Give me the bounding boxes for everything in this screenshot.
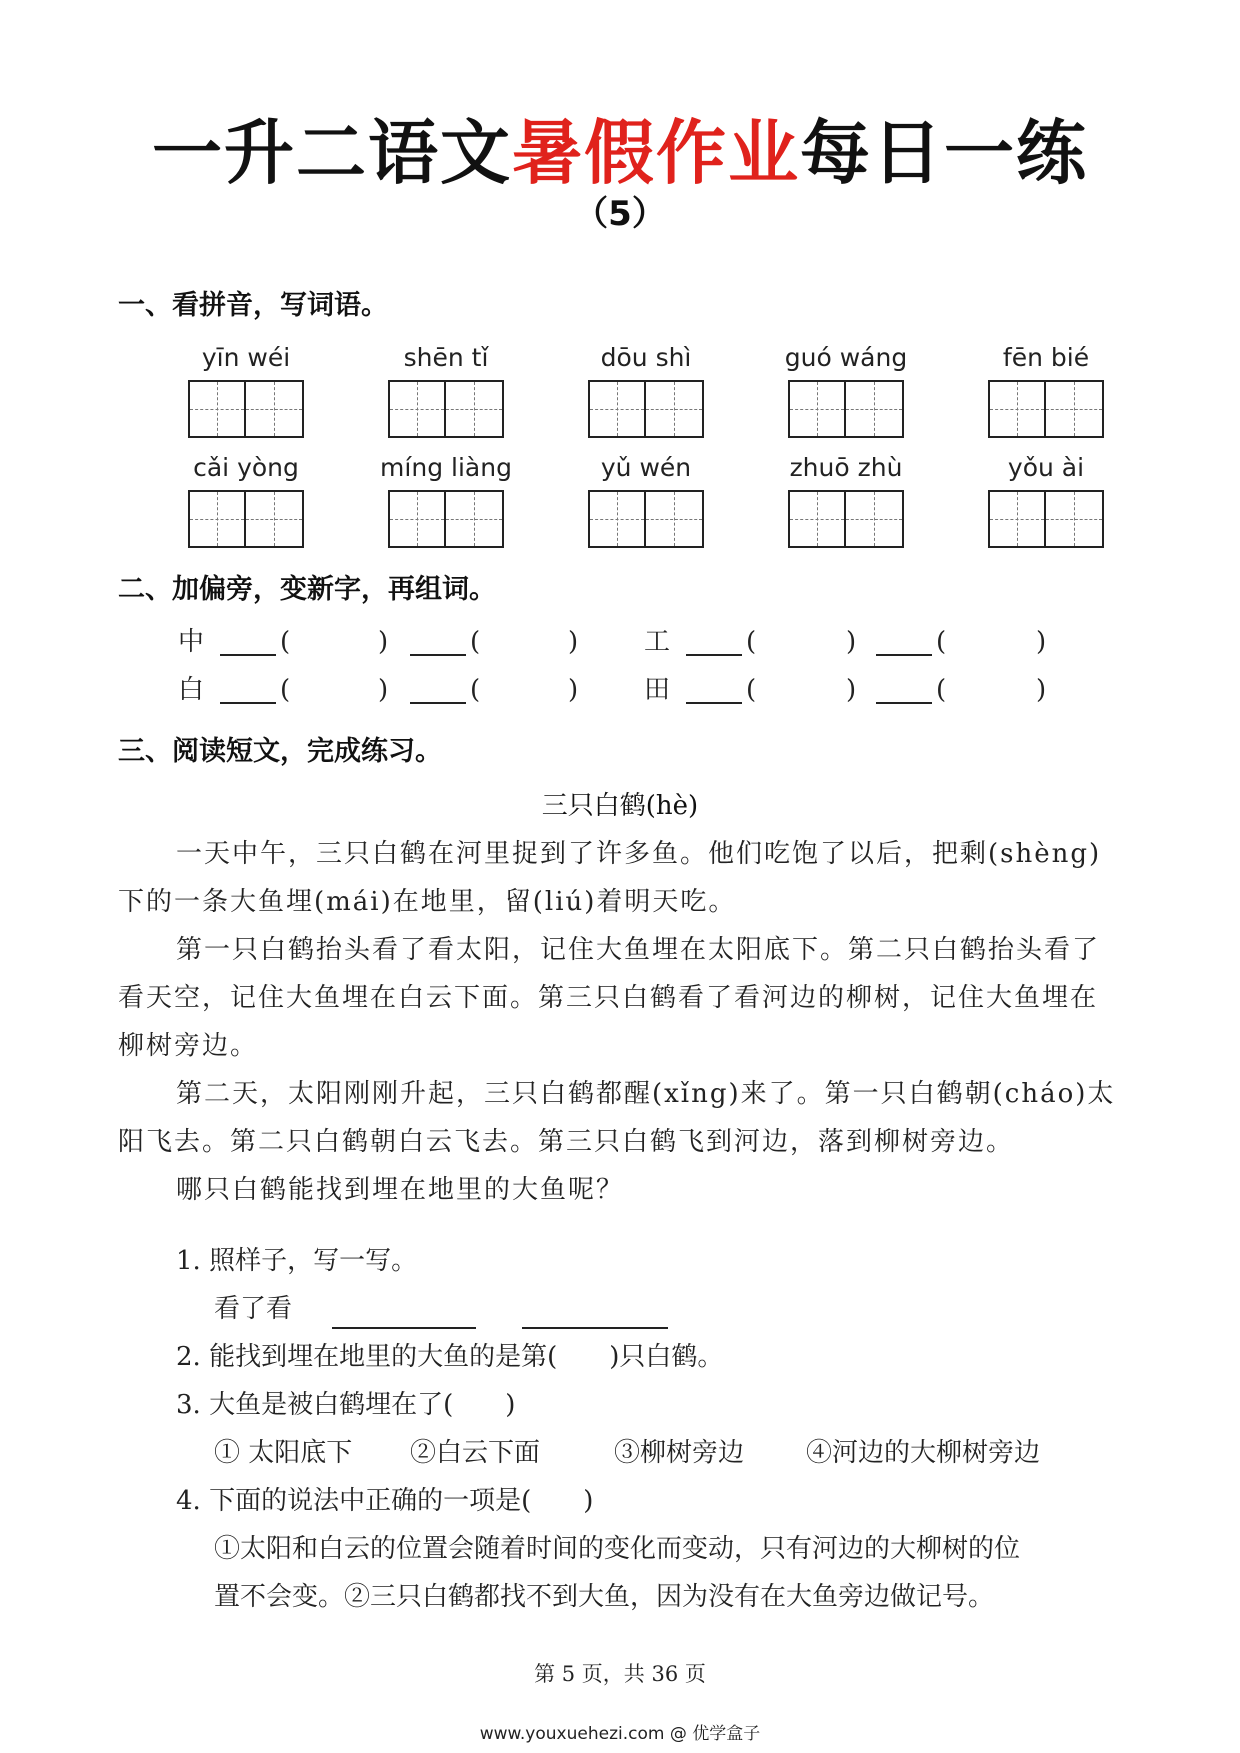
writing-boxes[interactable] [184, 380, 308, 438]
paren-open: ( [470, 627, 481, 657]
question-4: 4. 下面的说法中正确的一项是( ) [176, 1486, 594, 1516]
radical-char: 田 [644, 675, 671, 705]
paren-close: ) [568, 675, 579, 705]
paren-close: ) [378, 675, 389, 705]
radical-row-1 [0, 624, 1240, 664]
pinyin-text: yǒu ài [1007, 453, 1085, 482]
title-part-2: 暑假作业 [512, 112, 800, 194]
page-subtitle: （5） [574, 194, 666, 234]
option-2[interactable]: ②白云下面 [410, 1438, 541, 1468]
question-1: 1. 照样子，写一写。 [176, 1246, 418, 1276]
passage-paragraph-1: 一天中午，三只白鹤在河里捉到了许多鱼。他们吃饱了以后，把剩(shèng)下的一条大鱼埋(mái)在地里，留(liú)着明天吃。 [118, 839, 1102, 917]
paren-close: ) [568, 627, 579, 657]
paren-open: ( [746, 675, 757, 705]
pinyin-item [984, 452, 1108, 548]
paren-open: ( [746, 627, 757, 657]
title-part-1: 一升二语文 [152, 112, 512, 194]
question-3: 3. 大鱼是被白鹤埋在了( ) [176, 1390, 516, 1420]
question-4-option-line-2: 置不会变。②三只白鹤都找不到大鱼，因为没有在大鱼旁边做记号。 [214, 1582, 995, 1612]
passage-paragraph-3: 第二天，太阳刚刚升起，三只白鹤都醒(xǐng)来了。第一只白鹤朝(cháo)太阳飞去。第二只白鹤朝白云飞去。第三只白鹤飞到河边，落到柳树旁边。 [118, 1079, 1116, 1157]
writing-boxes[interactable] [584, 490, 708, 548]
question-1-example: 看了看 [214, 1294, 293, 1324]
writing-boxes[interactable] [784, 490, 908, 548]
writing-boxes[interactable] [984, 490, 1108, 548]
pinyin-text: shēn tǐ [403, 343, 489, 372]
pinyin-text: cǎi yòng [193, 453, 299, 482]
option-1[interactable]: ① 太阳底下 [214, 1438, 353, 1468]
paren-open: ( [470, 675, 481, 705]
paren-open: ( [280, 627, 291, 657]
section1-heading: 一、看拼音，写词语。 [118, 290, 388, 321]
radical-blank[interactable] [220, 672, 276, 704]
radical-blank[interactable] [876, 672, 932, 704]
page-number: 第 5 页，共 36 页 [534, 1662, 706, 1686]
watermark: www.youxuehezi.com @ 优学盒子 [479, 1724, 761, 1744]
answer-blank[interactable] [522, 1326, 668, 1329]
pinyin-item [380, 452, 512, 548]
radical-blank[interactable] [410, 672, 466, 704]
pinyin-text: yīn wéi [201, 343, 291, 372]
pinyin-text: fēn bié [1002, 343, 1090, 372]
question-4-option-line-1: ①太阳和白云的位置会随着时间的变化而变动，只有河边的大柳树的位 [214, 1534, 1021, 1564]
radical-char: 中 [178, 627, 205, 657]
pinyin-text: míng liàng [380, 453, 512, 482]
radical-row-2 [0, 672, 1240, 712]
radical-blank[interactable] [220, 624, 276, 656]
paren-close: ) [378, 627, 389, 657]
pinyin-item [984, 342, 1108, 438]
paren-close: ) [1036, 627, 1047, 657]
option-4[interactable]: ④河边的大柳树旁边 [806, 1438, 1041, 1468]
pinyin-item [784, 452, 908, 548]
paren-open: ( [280, 675, 291, 705]
section3-heading: 三、阅读短文，完成练习。 [118, 736, 442, 767]
passage-paragraph-4: 哪只白鹤能找到埋在地里的大鱼呢？ [176, 1175, 625, 1205]
passage-title: 三只白鹤(hè) [541, 791, 699, 821]
paren-close: ) [1036, 675, 1047, 705]
paren-open: ( [936, 627, 947, 657]
radical-char: 工 [644, 627, 671, 657]
page-title [0, 108, 1240, 198]
pinyin-item [584, 342, 708, 438]
pinyin-text: dōu shì [600, 343, 692, 372]
title-part-3: 每日一练 [800, 112, 1088, 194]
question-2: 2. 能找到埋在地里的大鱼的是第( )只白鹤。 [176, 1342, 724, 1372]
radical-blank[interactable] [876, 624, 932, 656]
option-3[interactable]: ③柳树旁边 [614, 1438, 745, 1468]
passage-paragraph-2: 第一只白鹤抬头看了看太阳，记住大鱼埋在太阳底下。第二只白鹤抬头看了看天空，记住大鱼埋在白云下面。第三只白鹤看了看河边的柳树，记住大鱼埋在柳树旁边。 [118, 935, 1101, 1061]
writing-boxes[interactable] [384, 380, 508, 438]
writing-boxes[interactable] [184, 490, 308, 548]
pinyin-item [184, 342, 308, 438]
answer-blank[interactable] [332, 1326, 476, 1329]
radical-blank[interactable] [686, 624, 742, 656]
pinyin-item [384, 342, 508, 438]
pinyin-text: yǔ wén [600, 453, 692, 482]
pinyin-text: zhuō zhù [789, 453, 903, 482]
paren-close: ) [846, 627, 857, 657]
pinyin-item [784, 342, 908, 438]
radical-char: 白 [178, 675, 205, 705]
writing-boxes[interactable] [784, 380, 908, 438]
writing-boxes[interactable] [384, 490, 508, 548]
radical-blank[interactable] [410, 624, 466, 656]
writing-boxes[interactable] [584, 380, 708, 438]
writing-boxes[interactable] [984, 380, 1108, 438]
paren-close: ) [846, 675, 857, 705]
pinyin-text: guó wáng [784, 343, 908, 372]
paren-open: ( [936, 675, 947, 705]
radical-blank[interactable] [686, 672, 742, 704]
pinyin-item [584, 452, 708, 548]
pinyin-item [184, 452, 308, 548]
section2-heading: 二、加偏旁，变新字，再组词。 [118, 574, 496, 605]
